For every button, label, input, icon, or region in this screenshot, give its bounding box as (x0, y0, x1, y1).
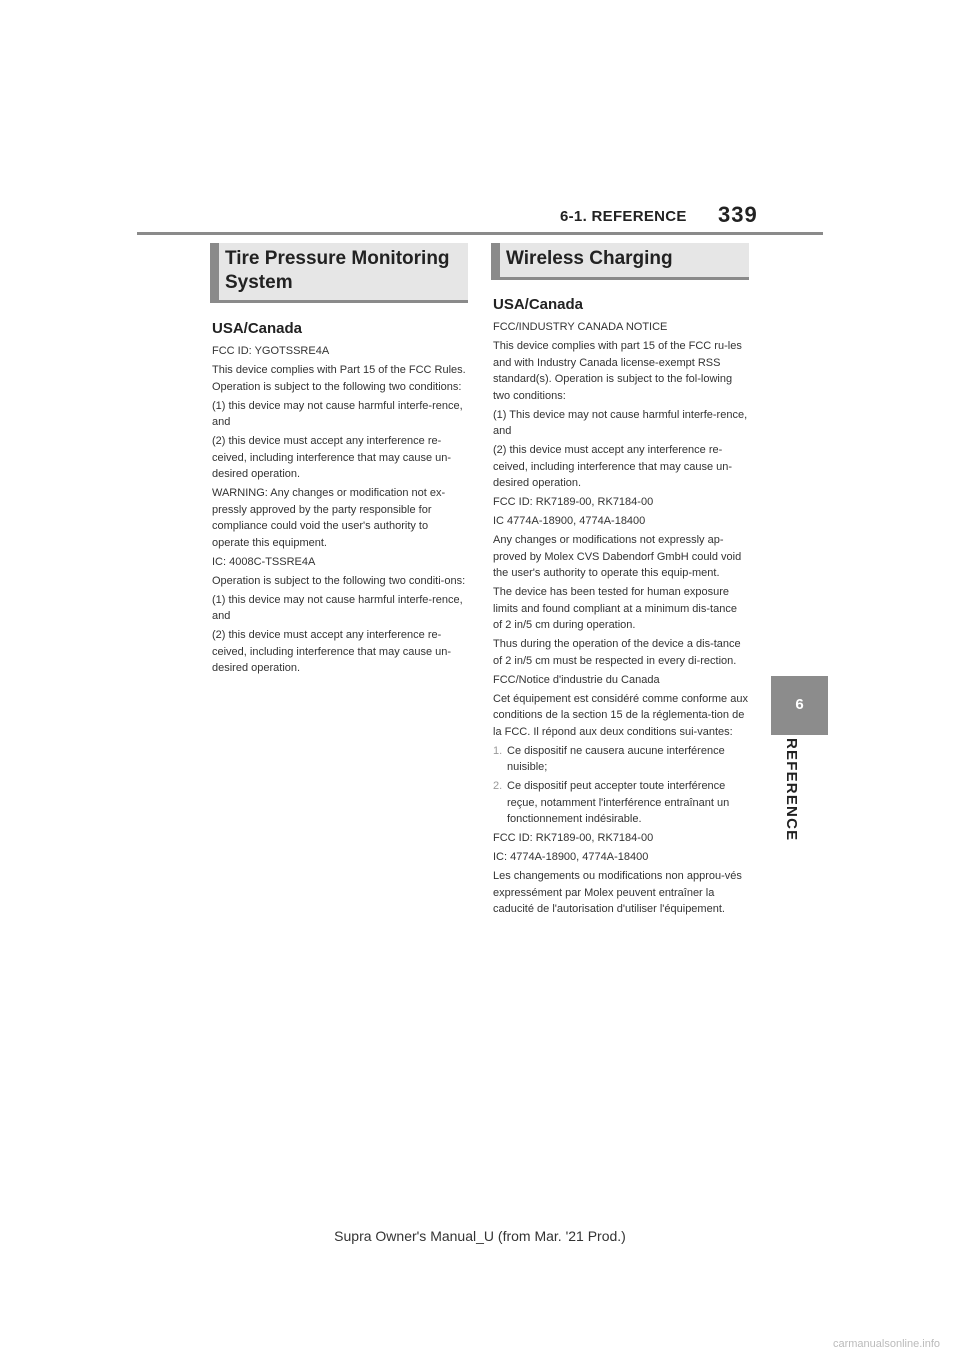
tpms-section (212, 320, 468, 679)
paragraph: FCC/Notice d'industrie du Canada (493, 673, 660, 686)
wireless-charging-heading-text: Wireless Charging (506, 248, 673, 269)
paragraph: IC: 4008C-TSSRE4A (212, 555, 316, 568)
chapter-number: 6 (795, 696, 804, 713)
paragraph: (2) this device must accept any interference re-ceived, including interference that may cause un-desired operation. (212, 435, 452, 480)
tpms-heading (210, 243, 468, 303)
paragraph: IC 4774A-18900, 4774A-18400 (493, 515, 646, 527)
chapter-tab[interactable] (771, 676, 828, 735)
list-item (493, 778, 749, 828)
paragraph: (1) This device may not cause harmful interfe-rence, and (493, 408, 748, 437)
paragraph: The device has been tested for human exposure limits and found compliant at a minimum dis-tance of 2 in/5 cm during operation. (493, 586, 737, 631)
paragraph: (2) this device must accept any interference re-ceived, including interference that may cause un-desired operation. (493, 444, 733, 489)
paragraph: (1) this device may not cause harmful interfe-rence, and (212, 593, 463, 622)
paragraph: WARNING: Any changes or modification not ex-pressly approved by the party responsible for compliance could void the user's authority to operate this equipment. (212, 487, 446, 549)
watermark: carmanualsonline.info (832, 1338, 940, 1350)
paragraph: FCC/INDUSTRY CANADA NOTICE (493, 321, 668, 333)
wireless-charging-heading (491, 243, 749, 280)
paragraph: This device complies with Part 15 of the FCC Rules. Operation is subject to the following two conditions: (212, 364, 466, 393)
paragraph: FCC ID: RK7189-00, RK7184-00 (493, 832, 654, 844)
header-divider (137, 232, 823, 235)
paragraph: FCC ID: RK7189-00, RK7184-00 (493, 496, 654, 508)
section-label: 6-1. REFERENCE (560, 208, 687, 225)
paragraph: (2) this device must accept any interference re-ceived, including interference that may cause un-desired operation. (212, 629, 452, 674)
list-text: Ce dispositif ne causera aucune interférence nuisible; (507, 744, 725, 773)
paragraph: (1) this device may not cause harmful interfe-rence, and (212, 399, 463, 428)
list-number: 2. (493, 780, 503, 792)
paragraph: Les changements ou modifications non approu-vés expressément par Molex peuvent entraîner la caducité de l'autorisation d'utiliser l'équipement. (493, 870, 742, 915)
wireless-charging-section (493, 296, 749, 920)
paragraph: Operation is subject to the following two conditi-ons: (212, 574, 466, 587)
paragraph: Any changes or modifications not expressly ap-proved by Molex CVS Dabendorf GmbH could void the user's authority to operate this equip-ment. (493, 534, 742, 579)
paragraph: This device complies with part 15 of the FCC ru-les and with Industry Canada license-exempt RSS standard(s). Operation is subject to the fol-lowing two conditions: (493, 340, 742, 402)
tpms-heading-text: Tire Pressure Monitoring System (225, 248, 450, 293)
list-item (493, 743, 749, 776)
tpms-subheading: USA/Canada (212, 320, 303, 337)
footer-title: Supra Owner's Manual_U (from Mar. '21 Prod.) (334, 1228, 626, 1244)
page-number: 339 (718, 202, 758, 227)
paragraph: FCC ID: YGOTSSRE4A (212, 345, 330, 357)
list-text: Ce dispositif peut accepter toute interférence reçue, notamment l'interférence entraînant un fonctionnement indésirable. (507, 780, 730, 825)
paragraph: Cet équipement est considéré comme conforme aux conditions de la section 15 de la réglementa-tion de la FCC. Il répond aux deux conditions sui-vantes: (493, 692, 748, 738)
wireless-charging-subheading: USA/Canada (493, 296, 584, 313)
paragraph: Thus during the operation of the device a dis-tance of 2 in/5 cm must be respected in every di-rection. (493, 638, 741, 667)
chapter-title: REFERENCE (783, 738, 800, 842)
list-number: 1. (493, 744, 503, 757)
paragraph: IC: 4774A-18900, 4774A-18400 (493, 851, 649, 863)
